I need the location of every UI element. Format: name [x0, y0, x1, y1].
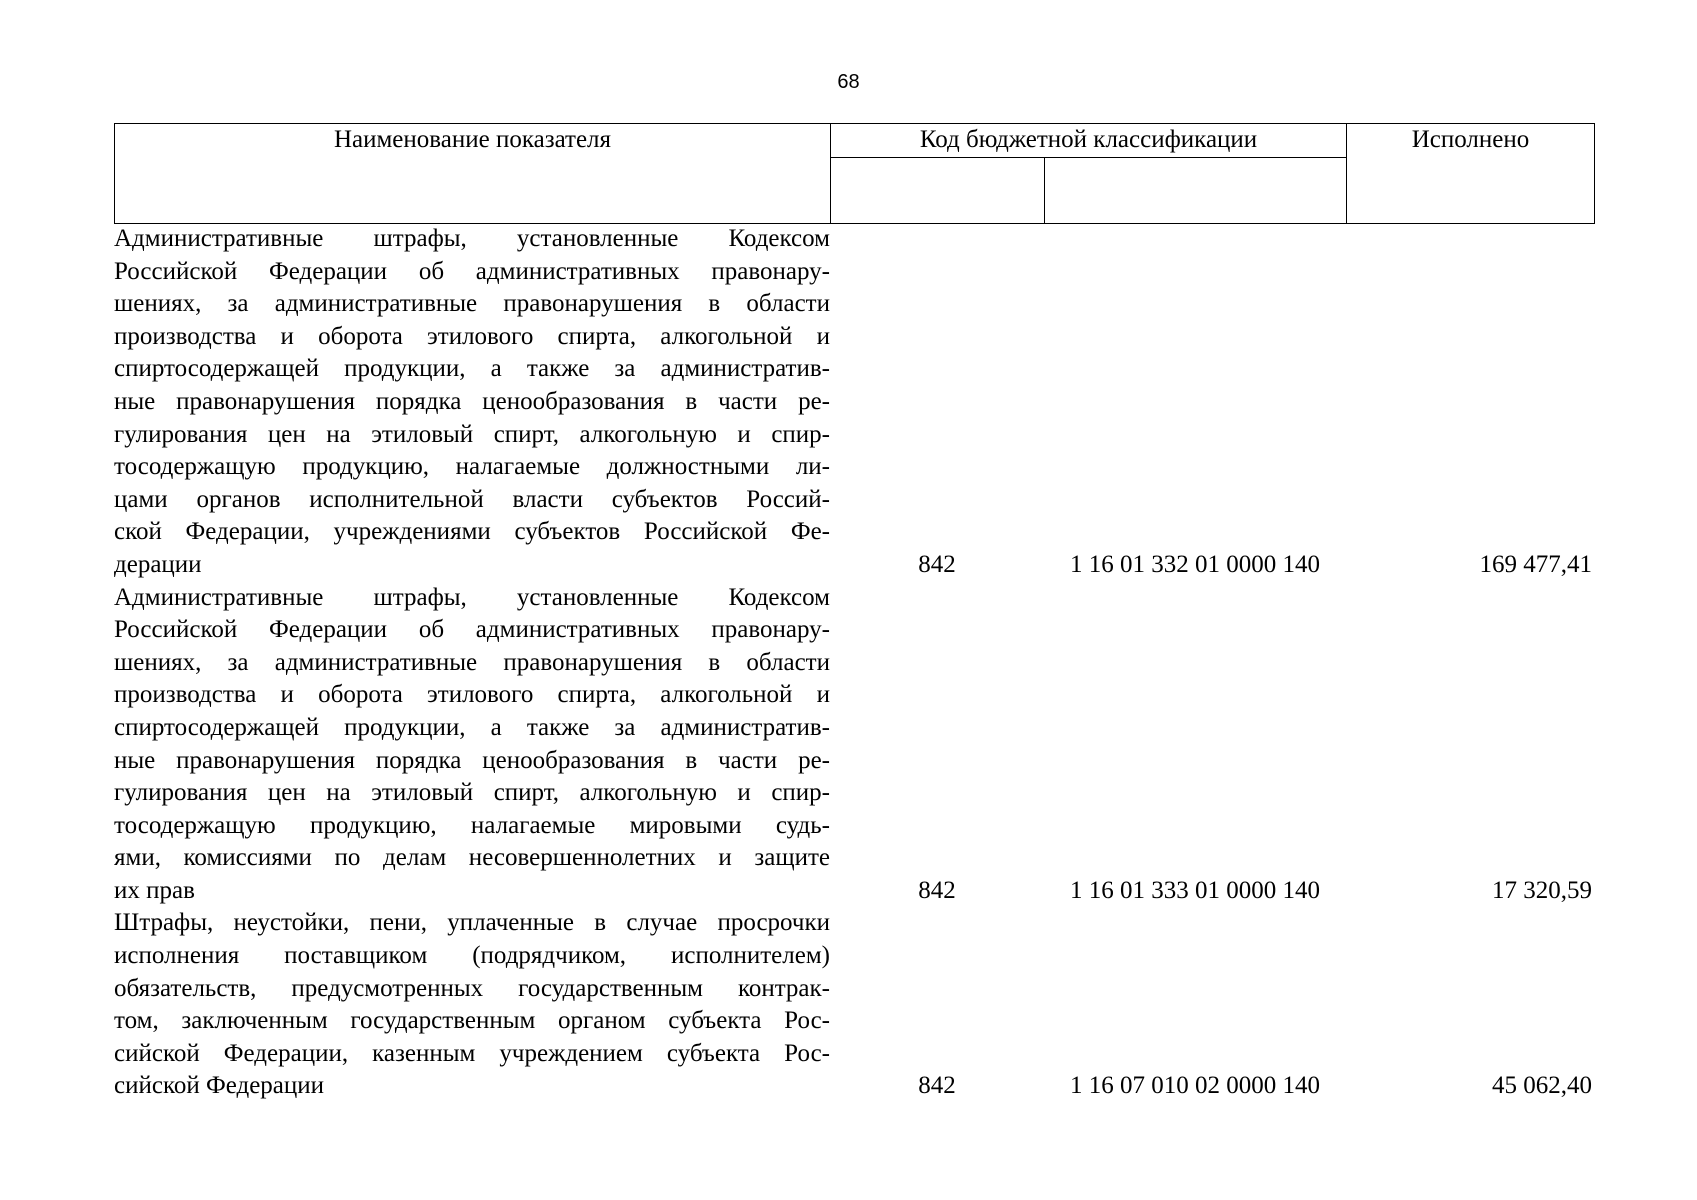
description-line: гулирования цен на этиловый спирт, алкогольную и спир- — [114, 420, 830, 448]
description-line: производства и оборота этилового спирта, алкогольной и — [114, 681, 830, 709]
admin-code: 842 — [918, 1072, 956, 1100]
description-line: гулирования цен на этиловый спирт, алкогольную и спир- — [114, 779, 830, 807]
budget-code: 1 16 07 010 02 0000 140 — [1070, 1072, 1320, 1100]
description-line: сийской Федерации, казенным учреждением субъекта Рос- — [114, 1039, 830, 1067]
header-code: Код бюджетной классификации — [831, 124, 1347, 158]
admin-code: 842 — [918, 876, 956, 904]
description-line: шениях, за административные правонарушения в области — [114, 648, 830, 676]
description-line: ями, комиссиями по делам несовершеннолетних и защите — [114, 844, 830, 872]
description-line: тосодержащую продукцию, налагаемые должностными ли- — [114, 453, 830, 481]
description-line: Административные штрафы, установленные Кодексом — [114, 583, 830, 611]
description-line: шениях, за административные правонарушения в области — [114, 290, 830, 318]
description-line: Штрафы, неустойки, пени, уплаченные в случае просрочки — [114, 909, 830, 937]
description-line: том, заключенным государственным органом субъекта Рос- — [114, 1007, 830, 1035]
description-line: спиртосодержащей продукции, а также за административ- — [114, 713, 830, 741]
description-line: исполнения поставщиком (подрядчиком, исполнителем) — [114, 942, 830, 970]
description-line: сийской Федерации — [114, 1072, 325, 1100]
description-line: ные правонарушения порядка ценообразования в части ре- — [114, 746, 830, 774]
header-code-income — [1045, 158, 1347, 224]
description-line: спиртосодержащей продукции, а также за административ- — [114, 355, 830, 383]
executed-amount: 45 062,40 — [1492, 1072, 1592, 1100]
budget-code: 1 16 01 332 01 0000 140 — [1070, 550, 1320, 578]
description-line: ные правонарушения порядка ценообразования в части ре- — [114, 387, 830, 415]
table-body — [114, 223, 1594, 1103]
executed-amount: 17 320,59 — [1492, 876, 1592, 904]
header-executed: Исполнено — [1347, 124, 1595, 224]
page-number: 68 — [837, 71, 860, 93]
description-line: тосодержащую продукцию, налагаемые мировыми судь- — [114, 811, 830, 839]
description-line: Административные штрафы, установленные Кодексом — [114, 225, 830, 252]
description-line: их прав — [114, 876, 195, 904]
description-line: Российской Федерации об административных правонару- — [114, 616, 830, 644]
header-name: Наименование показателя — [115, 124, 831, 224]
description-line: Российской Федерации об административных правонару- — [114, 257, 830, 285]
row-description — [114, 907, 830, 1103]
row-description — [114, 223, 830, 582]
description-line: производства и оборота этилового спирта, алкогольной и — [114, 322, 830, 350]
budget-code: 1 16 01 333 01 0000 140 — [1070, 876, 1320, 904]
row-description — [114, 582, 830, 908]
header-code-admin — [831, 158, 1045, 224]
description-line: цами органов исполнительной власти субъектов Россий- — [114, 485, 830, 513]
table-row — [114, 582, 1594, 908]
executed-amount: 169 477,41 — [1479, 550, 1592, 578]
description-line: дерации — [114, 550, 202, 578]
table-row — [114, 907, 1594, 1103]
admin-code: 842 — [918, 550, 956, 578]
description-line: обязательств, предусмотренных государственным контрак- — [114, 974, 830, 1002]
table-header — [114, 123, 1595, 224]
description-line: ской Федерации, учреждениями субъектов Российской Фе- — [114, 518, 830, 546]
table-row — [114, 223, 1594, 582]
